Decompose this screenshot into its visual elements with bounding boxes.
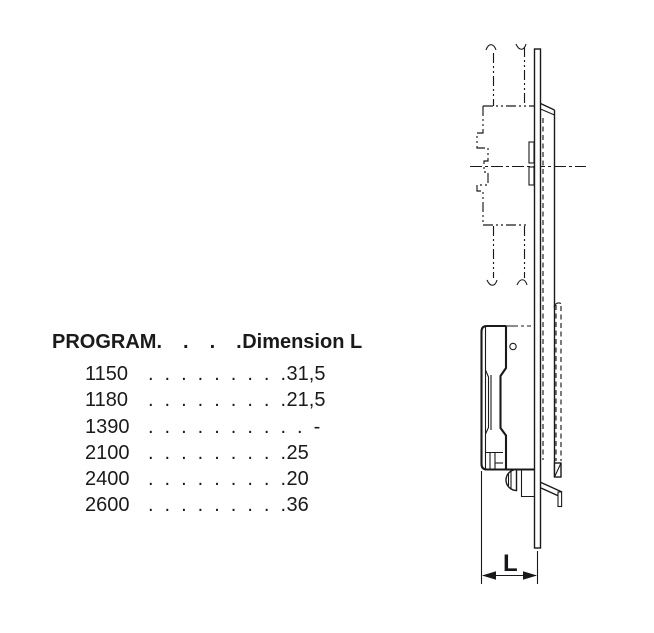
leader-dots: . . . . . . . . . xyxy=(148,441,287,464)
table-row xyxy=(52,440,362,466)
table-rows xyxy=(52,361,362,519)
mounting-screw xyxy=(506,470,534,497)
header-program-label: PROGRAM xyxy=(52,331,157,353)
header-leader-dots: . . . . xyxy=(156,331,243,353)
leader-dots: . . . . . . . . . xyxy=(148,468,287,491)
program-cell: 2100 xyxy=(85,441,130,464)
keeper-screw-hole xyxy=(510,343,516,349)
frame-profile-phantom xyxy=(477,47,534,278)
faceplate xyxy=(529,49,541,548)
break-lines xyxy=(486,44,527,285)
program-cell: 1180 xyxy=(85,389,129,412)
dimension-cell: 31,5 xyxy=(286,363,326,385)
table-row xyxy=(52,492,362,518)
leader-dots: . . . . . . . . . . xyxy=(148,415,314,438)
dimension-cell: - xyxy=(313,415,321,438)
strike-body-side xyxy=(541,104,563,507)
dimension-cell: 25 xyxy=(286,441,309,464)
dimension-cell: 36 xyxy=(286,494,309,517)
header-dimension-label: Dimension L xyxy=(242,331,363,353)
program-cell: 1150 xyxy=(85,363,129,385)
frame-clip-lower xyxy=(529,167,534,185)
dimension-arrow-left xyxy=(482,571,496,579)
leader-dots: . . . . . . . . . xyxy=(148,494,287,517)
dimension-arrow-right xyxy=(523,571,537,579)
leader-dots: . . . . . . . . . xyxy=(148,363,287,385)
program-cell: 2400 xyxy=(85,468,130,491)
table-row xyxy=(52,361,362,387)
table-row xyxy=(52,387,362,413)
program-cell: 1390 xyxy=(85,415,130,438)
table-row xyxy=(52,414,362,440)
body-bottom-edge xyxy=(541,483,562,493)
program-cell: 2600 xyxy=(85,494,130,517)
leader-dots: . . . . . . . . . xyxy=(148,389,287,412)
program-dimension-table xyxy=(52,330,362,519)
table-row xyxy=(52,466,362,492)
frame-clip-upper xyxy=(529,142,534,163)
table-header xyxy=(52,330,362,354)
dimension-l-label: L xyxy=(503,550,518,577)
keeper-latch xyxy=(482,326,535,470)
dimension-cell: 21,5 xyxy=(286,389,326,412)
body-pin xyxy=(558,492,562,507)
dimension-cell: 20 xyxy=(286,468,309,491)
